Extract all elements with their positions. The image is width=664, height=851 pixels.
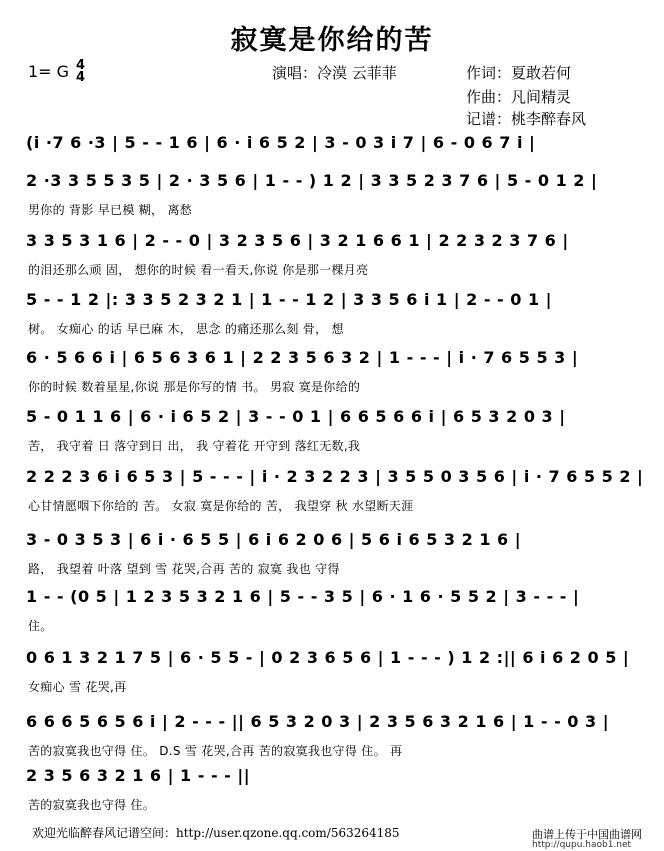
key-signature: 1= G <box>28 62 70 81</box>
composer-credit: 作曲：凡间精灵 <box>466 88 572 106</box>
lyrics-line: 苦， 我守着 日 落守到日 出， 我 守着花 开守到 落红无数,我 <box>28 439 361 453</box>
lyrics-line: 你的时候 数着星星,你说 那是你写的情 书。 男寂 寞是你给的 <box>28 380 361 394</box>
notation-line: 3 - 0 3 5 3 | 6 i · 6 5 5 | 6 i 6 2 0 6 | 5 6 i 6 5 3 2 1 6 | <box>26 530 522 549</box>
notation-line: 3 3 5 3 1 6 | 2 - - 0 | 3 2 3 5 6 | 3 2 1 6 6 1 | 2 2 3 2 3 7 6 | <box>26 231 569 250</box>
lyrics-line: 苦的寂寞我也守得 住。 D.S 雪 花哭,合再 苦的寂寞我也守得 住。 再 <box>28 744 403 758</box>
lyrics-line: 心甘情愿咽下你给的 苦。 女寂 寞是你给的 苦， 我望穿 秋 水望断天涯 <box>28 499 414 513</box>
lyricist-credit: 作词：夏敢若何 <box>466 64 572 82</box>
song-title: 寂寞是你给的苦 <box>230 25 434 56</box>
watermark-url: http://qupu.haob1.net <box>532 840 632 850</box>
singer-credit: 演唱：冷漠 云菲菲 <box>272 64 397 82</box>
time-signature <box>76 60 85 84</box>
lyrics-line: 树。 女痴心 的话 早已麻 木， 思念 的痛还那么刻 骨， 想 <box>28 322 344 336</box>
lyrics-line: 住。 <box>28 619 53 633</box>
lyrics-line: 女痴心 雪 花哭,再 <box>28 680 127 694</box>
notation-line: 0 6 1 3 2 1 7 5 | 6 · 5 5 - | 0 2 3 6 5 6 | 1 - - - ) 1 2 :|| 6 i 6 2 0 5 | <box>26 648 630 667</box>
notation-line: 5 - 0 1 1 6 | 6 · i 6 5 2 | 3 - - 0 1 | 6 6 5 6 6 i | 6 5 3 2 0 3 | <box>26 407 566 426</box>
transcriber-credit: 记谱：桃李醉春风 <box>466 110 587 128</box>
notation-line: 2 ·3 3 5 5 3 5 | 2 · 3 5 6 | 1 - - ) 1 2 | 3 3 5 2 3 7 6 | 5 - 0 1 2 | <box>26 171 598 190</box>
notation-line: 6 6 6 5 6 5 6 i | 2 - - - || 6 5 3 2 0 3 | 2 3 5 6 3 2 1 6 | 1 - - 0 3 | <box>26 712 610 731</box>
notation-line: 5 - - 1 2 |: 3 3 5 2 3 2 1 | 1 - - 1 2 | 3 3 5 6 i 1 | 2 - - 0 1 | <box>26 290 552 309</box>
notation-line: 2 3 5 6 3 2 1 6 | 1 - - - || <box>26 766 251 785</box>
watermark-site-name: 曲谱上传于中国曲谱网 <box>532 828 642 841</box>
lyrics-line: 男你的 背影 早已模 糊， 离愁 <box>28 203 193 217</box>
time-signature-numerator: 4 <box>76 58 86 73</box>
notation-line: 6 · 5 6 6 i | 6 5 6 3 6 1 | 2 2 3 5 6 3 2 | 1 - - - | i · 7 6 5 5 3 | <box>26 348 579 367</box>
notation-line: (i ·7 6 ·3 | 5 - - 1 6 | 6 · i 6 5 2 | 3 - 0 3 i 7 | 6 - 0 6 7 i | <box>26 133 536 152</box>
lyrics-line: 苦的寂寞我也守得 住。 <box>28 798 156 812</box>
lyrics-line: 的泪还那么顽 固， 想你的时候 看一看天,你说 你是那一棵月亮 <box>28 263 369 277</box>
notation-line: 1 - - (0 5 | 1 2 3 5 3 2 1 6 | 5 - - 3 5 | 6 · 1 6 · 5 5 2 | 3 - - - | <box>26 587 580 606</box>
lyrics-line: 路， 我望着 叶落 望到 雪 花哭,合再 苦的 寂寞 我也 守得 <box>28 562 340 576</box>
notation-line: 2 2 2 3 6 i 6 5 3 | 5 - - - | i · 2 3 2 2 3 | 3 5 5 0 3 5 6 | i · 7 6 5 5 2 | <box>26 467 644 486</box>
time-signature-denominator: 4 <box>76 70 86 85</box>
footer-link: 欢迎光临醉春风记谱空间：http://user.qzone.qq.com/563264185 <box>32 826 400 840</box>
